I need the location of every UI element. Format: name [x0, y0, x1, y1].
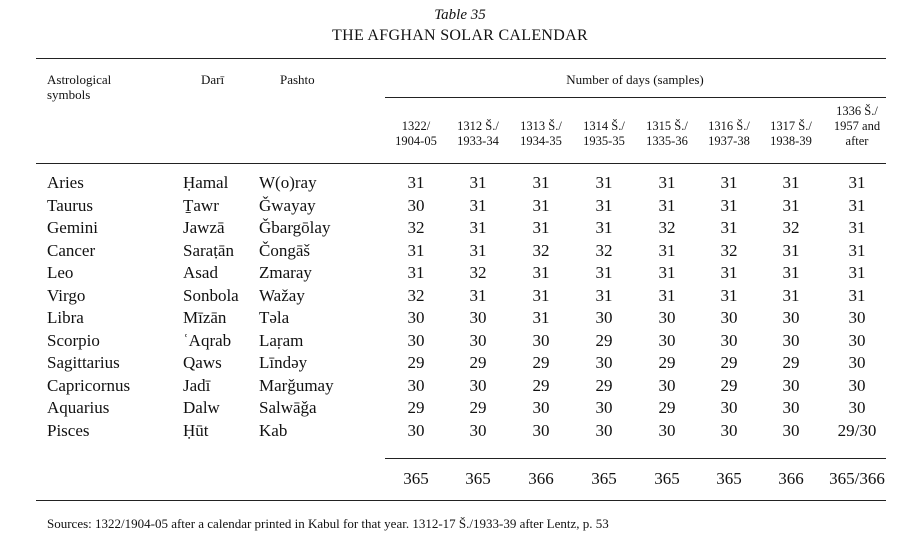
- days-cell: 31: [469, 240, 487, 260]
- table-row: [0, 217, 920, 240]
- pashto-cell: Wažay: [259, 285, 305, 305]
- column-header-line1: [757, 104, 825, 119]
- column-header-line2: 1957 and: [833, 119, 881, 133]
- days-cell: 31: [720, 263, 738, 282]
- table-caption: Table 35: [434, 7, 486, 23]
- days-cell: 29: [407, 398, 425, 417]
- dari-cell: Sonbola: [183, 285, 239, 305]
- days-cell: 31: [469, 285, 487, 305]
- symbol-cell: Pisces: [47, 420, 90, 440]
- days-cell: 31: [469, 195, 487, 215]
- column-header-line3: 1335-36: [646, 134, 688, 148]
- days-cell: 32: [469, 263, 487, 282]
- days-cell: 29: [658, 353, 676, 372]
- symbol-cell: Leo: [47, 263, 74, 282]
- column-header-line1: [633, 104, 701, 119]
- days-cell: 29: [782, 353, 800, 372]
- days-cell: 30: [595, 398, 613, 417]
- days-cell: 31: [407, 240, 425, 260]
- symbol-cell: Aquarius: [47, 398, 110, 417]
- dari-cell: Dalw: [183, 398, 220, 417]
- days-cell: 29: [595, 375, 613, 395]
- days-cell: 31: [595, 173, 613, 192]
- days-cell: 31: [658, 240, 676, 260]
- days-cell: 30: [407, 195, 425, 215]
- header-astro-line1: Astrological: [47, 72, 112, 87]
- days-cell: 30: [407, 420, 425, 440]
- dari-cell: Asad: [183, 263, 218, 282]
- symbol-cell: Taurus: [47, 195, 94, 215]
- column-header-line2: 1322/: [401, 119, 431, 133]
- days-cell: 31: [532, 308, 550, 327]
- days-cell: 32: [720, 240, 738, 260]
- column-header-2: [444, 104, 512, 149]
- table-row: [0, 330, 920, 353]
- days-cell: 30: [532, 420, 550, 440]
- days-cell: 31: [848, 285, 866, 305]
- column-header-line2: 1315 Š./: [646, 119, 688, 133]
- header-number-of-days: Number of days (samples): [566, 72, 704, 87]
- column-header-line1: [507, 104, 575, 119]
- column-header-line3: after: [845, 134, 869, 148]
- days-cell: 31: [469, 173, 487, 192]
- days-cell: 29: [595, 330, 613, 350]
- column-header-7: [757, 104, 825, 149]
- column-header-line2: 1314 Š./: [583, 119, 625, 133]
- days-cell: 31: [595, 285, 613, 305]
- dari-cell: Ḥamal: [183, 173, 229, 192]
- days-cell: 31: [720, 218, 738, 237]
- days-cell: 31: [407, 263, 425, 282]
- days-cell: 31: [532, 285, 550, 305]
- days-cell: 31: [532, 218, 550, 237]
- days-cell: 30: [782, 308, 800, 327]
- dari-cell: ʿAqrab: [183, 330, 232, 350]
- days-cell: 31: [782, 263, 800, 282]
- pashto-cell: Təla: [259, 308, 290, 327]
- days-cell: 30: [407, 330, 425, 350]
- table-row: [0, 285, 920, 308]
- days-subrule: [385, 97, 886, 98]
- days-cell: 30: [532, 330, 550, 350]
- total-cell: 365: [716, 469, 742, 488]
- days-cell: 30: [469, 375, 487, 395]
- column-header-line1: [695, 104, 763, 119]
- days-cell: 31: [407, 173, 425, 192]
- column-header-line3: 1904-05: [395, 134, 437, 148]
- days-cell: 30: [469, 308, 487, 327]
- days-cell: 32: [782, 218, 800, 237]
- days-cell: 30: [469, 330, 487, 350]
- table-row: [0, 352, 920, 375]
- column-header-3: [507, 104, 575, 149]
- symbol-cell: Virgo: [47, 285, 86, 305]
- table-row: [0, 307, 920, 330]
- pashto-cell: Ǧwayay: [259, 195, 316, 215]
- days-cell: 30: [720, 420, 738, 440]
- days-cell: 31: [658, 263, 676, 282]
- days-cell: 30: [595, 353, 613, 372]
- header-pashto: Pashto: [280, 72, 315, 87]
- days-cell: 31: [658, 173, 676, 192]
- pashto-cell: W(o)ray: [259, 173, 317, 192]
- days-cell: 31: [720, 195, 738, 215]
- days-cell: 30: [848, 353, 866, 372]
- days-cell: 29: [469, 398, 487, 417]
- days-cell: 30: [658, 308, 676, 327]
- days-cell: 30: [720, 308, 738, 327]
- total-cell: 366: [528, 469, 554, 488]
- days-cell: 30: [782, 375, 800, 395]
- days-cell: 31: [782, 173, 800, 192]
- dari-cell: Saraṭān: [183, 240, 234, 260]
- days-cell: 30: [848, 308, 866, 327]
- table-row: [0, 172, 920, 195]
- column-header-4: [570, 104, 638, 149]
- days-cell: 32: [407, 218, 425, 237]
- days-cell: 30: [782, 398, 800, 417]
- days-cell: 32: [407, 285, 425, 305]
- bottom-rule: [36, 500, 886, 501]
- dari-cell: Jadī: [183, 375, 211, 395]
- days-cell: 31: [595, 218, 613, 237]
- days-cell: 30: [469, 420, 487, 440]
- top-rule: [36, 58, 886, 59]
- total-cell: 365: [465, 469, 491, 488]
- days-cell: 31: [848, 173, 866, 192]
- days-cell: 30: [848, 375, 866, 395]
- totals-rule: [385, 458, 886, 459]
- column-header-line1: [570, 104, 638, 119]
- pashto-cell: Kab: [259, 420, 288, 440]
- column-header-line3: 1937-38: [708, 134, 750, 148]
- days-cell: 31: [469, 218, 487, 237]
- dari-cell: Jawzā: [183, 218, 225, 237]
- days-cell: 31: [782, 195, 800, 215]
- days-cell: 30: [782, 420, 800, 440]
- total-cell: 365/366: [829, 469, 885, 488]
- days-cell: 29: [532, 375, 550, 395]
- days-cell: 29: [658, 398, 676, 417]
- dari-cell: Mīzān: [183, 308, 227, 327]
- dari-cell: Qaws: [183, 353, 222, 372]
- days-cell: 31: [658, 195, 676, 215]
- column-header-line3: 1935-35: [583, 134, 625, 148]
- pashto-cell: Salwāǧa: [259, 398, 317, 417]
- days-cell: 30: [658, 420, 676, 440]
- symbol-cell: Scorpio: [47, 330, 100, 350]
- total-cell: 365: [403, 469, 429, 488]
- days-cell: 31: [848, 218, 866, 237]
- table-row: [0, 420, 920, 443]
- column-header-line1: 1336 Š./: [836, 104, 878, 118]
- column-header-5: [633, 104, 701, 149]
- pashto-cell: Ǧbargōlay: [259, 218, 331, 237]
- header-bottom-rule: [36, 163, 886, 164]
- pashto-cell: Laṛam: [259, 330, 304, 350]
- days-cell: 31: [848, 195, 866, 215]
- column-header-line1: [382, 104, 450, 119]
- days-cell: 30: [595, 308, 613, 327]
- column-header-line2: 1317 Š./: [770, 119, 812, 133]
- column-header-6: [695, 104, 763, 149]
- total-cell: 365: [654, 469, 680, 488]
- days-cell: 30: [720, 330, 738, 350]
- days-cell: 31: [720, 285, 738, 305]
- days-cell: 30: [848, 398, 866, 417]
- days-cell: 29/30: [837, 420, 877, 440]
- table-row: [0, 397, 920, 420]
- column-header-line1: [444, 104, 512, 119]
- days-cell: 30: [658, 330, 676, 350]
- dari-cell: Ṯawr: [183, 195, 219, 215]
- days-cell: 32: [658, 218, 676, 237]
- dari-cell: Ḥūt: [183, 420, 209, 440]
- table-title: THE AFGHAN SOLAR CALENDAR: [332, 27, 588, 44]
- days-cell: 31: [595, 195, 613, 215]
- days-cell: 29: [532, 353, 550, 372]
- symbol-cell: Capricornus: [47, 375, 131, 395]
- pashto-cell: Līndəy: [259, 353, 308, 372]
- column-header-line3: 1934-35: [520, 134, 562, 148]
- days-cell: 30: [595, 420, 613, 440]
- pashto-cell: Čongāš: [259, 240, 310, 260]
- table-row: [0, 375, 920, 398]
- days-cell: 29: [720, 353, 738, 372]
- symbol-cell: Aries: [47, 173, 84, 192]
- pashto-cell: Zmaray: [259, 263, 312, 282]
- header-astrological: [47, 72, 111, 102]
- column-header-line2: 1312 Š./: [457, 119, 499, 133]
- days-cell: 31: [848, 240, 866, 260]
- days-cell: 31: [532, 173, 550, 192]
- table-row: [0, 240, 920, 263]
- days-cell: 31: [532, 195, 550, 215]
- days-cell: 31: [595, 263, 613, 282]
- table-row: [0, 262, 920, 285]
- days-cell: 31: [848, 263, 866, 282]
- days-cell: 31: [658, 285, 676, 305]
- header-dari: Darī: [201, 72, 225, 87]
- days-cell: 30: [532, 398, 550, 417]
- days-cell: 30: [407, 375, 425, 395]
- column-header-line2: 1313 Š./: [520, 119, 562, 133]
- days-cell: 29: [720, 375, 738, 395]
- header-astro-line2: symbols: [47, 87, 91, 102]
- symbol-cell: Libra: [47, 308, 84, 327]
- symbol-cell: Sagittarius: [47, 353, 120, 372]
- days-cell: 31: [782, 240, 800, 260]
- column-header-8: [823, 104, 891, 149]
- column-header-line3: 1933-34: [457, 134, 499, 148]
- days-cell: 30: [720, 398, 738, 417]
- days-cell: 29: [469, 353, 487, 372]
- column-header-line2: 1316 Š./: [708, 119, 750, 133]
- days-cell: 31: [720, 173, 738, 192]
- total-cell: 366: [778, 469, 804, 488]
- days-cell: 30: [658, 375, 676, 395]
- column-header-line3: 1938-39: [770, 134, 812, 148]
- total-cell: 365: [591, 469, 617, 488]
- symbol-cell: Cancer: [47, 240, 96, 260]
- days-cell: 32: [532, 240, 550, 260]
- days-cell: 30: [782, 330, 800, 350]
- days-cell: 31: [782, 285, 800, 305]
- days-cell: 31: [532, 263, 550, 282]
- symbol-cell: Gemini: [47, 218, 98, 237]
- column-header-1: [382, 104, 450, 149]
- days-cell: 30: [848, 330, 866, 350]
- table-row: [0, 195, 920, 218]
- days-cell: 30: [407, 308, 425, 327]
- days-cell: 29: [407, 353, 425, 372]
- pashto-cell: Marǧumay: [259, 375, 334, 395]
- days-cell: 32: [595, 240, 613, 260]
- source-note: Sources: 1322/1904-05 after a calendar printed in Kabul for that year. 1312-17 Š./1933-39 after Lentz, p. 53: [47, 516, 609, 531]
